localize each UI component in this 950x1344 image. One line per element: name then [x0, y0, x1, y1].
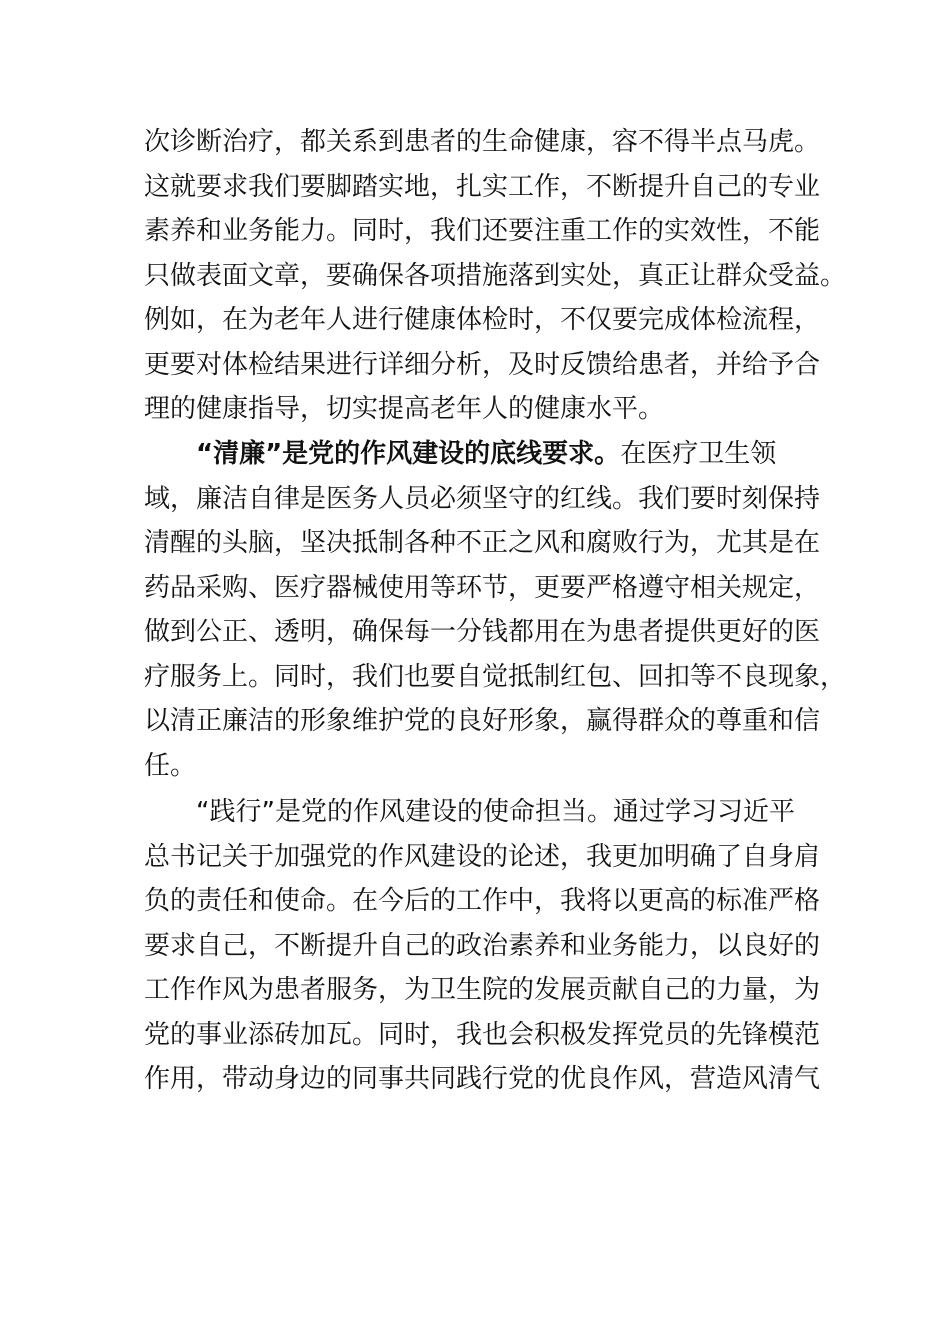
paragraph-lead-heading: “清廉”是党的作风建设的底线要求。 [196, 439, 621, 469]
paragraph-line: 做到公正、透明，确保每一分钱都用在为患者提供更好的医 [144, 617, 821, 647]
paragraph-line: 只做表面文章，要确保各项措施落到实处，真正让群众受益。 [144, 260, 847, 291]
paragraph-2 [144, 432, 847, 788]
paragraph-line: 药品采购、医疗器械使用等环节，更要严格遵守相关规定， [144, 572, 821, 603]
paragraph-line: 素养和业务能力。同时，我们还要注重工作的实效性，不能 [144, 216, 821, 246]
paragraph-line: 党的事业添砖加瓦。同时，我也会积极发挥党员的先锋模范 [144, 1019, 821, 1050]
paragraph-line: 疗服务上。同时，我们也要自觉抵制红包、回扣等不良现象， [144, 661, 847, 692]
paragraph-line: 负的责任和使命。在今后的工作中，我将以更高的标准严格 [144, 886, 821, 916]
paragraph-line: 要求自己，不断提升自己的政治素养和业务能力，以良好的 [144, 930, 821, 961]
paragraph-line: 次诊断治疗，都关系到患者的生命健康，容不得半点马虎。 [144, 127, 821, 157]
paragraph-line: 任。 [144, 750, 197, 781]
paragraph-line: 作用，带动身边的同事共同践行党的优良作风，营造风清气 [144, 1064, 821, 1094]
paragraph-line: 例如，在为老年人进行健康体检时，不仅要完成体检流程， [144, 305, 821, 335]
paragraph-line: 以清正廉洁的形象维护党的良好形象，赢得群众的尊重和信 [144, 706, 821, 736]
paragraph-line: 理的健康指导，切实提高老年人的健康水平。 [144, 394, 665, 424]
paragraph-line: 总书记关于加强党的作风建设的论述，我更加明确了自身肩 [144, 841, 821, 872]
paragraph-line: 工作作风为患者服务，为卫生院的发展贡献自己的力量，为 [144, 975, 821, 1005]
paragraph-line: 域，廉洁自律是医务人员必须坚守的红线。我们要时刻保持 [144, 483, 821, 514]
paragraph-first-line: “践行”是党的作风建设的使命担当。通过学习习近平 [196, 797, 795, 827]
paragraph-line: 清醒的头脑，坚决抵制各种不正之风和腐败行为，尤其是在 [144, 528, 821, 558]
paragraph-line: 更要对体检结果进行详细分析，及时反馈给患者，并给予合 [144, 349, 821, 380]
paragraph-3 [144, 790, 824, 1102]
paragraph-1 [144, 120, 847, 432]
paragraph-line: 这就要求我们要脚踏实地，扎实工作，不断提升自己的专业 [144, 171, 821, 202]
paragraph-first-line-rest: 在医疗卫生领 [620, 439, 777, 469]
paragraph-first-line [144, 432, 824, 477]
